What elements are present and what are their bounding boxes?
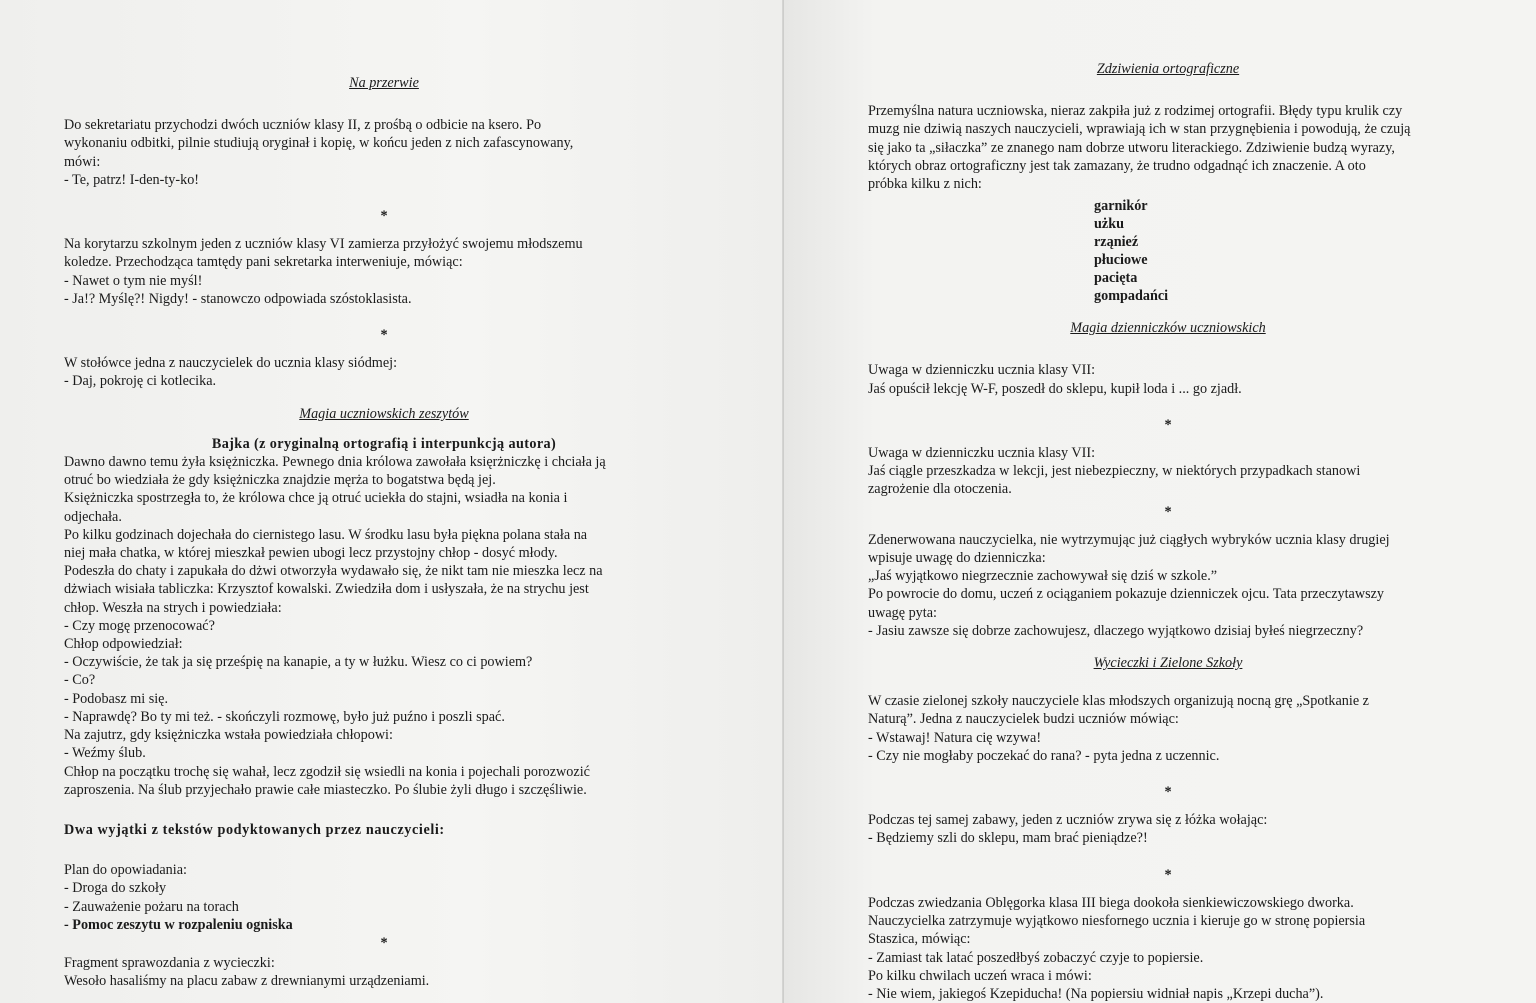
separator-star: * (380, 934, 388, 951)
text-line: Podeszła do chaty i zapukała do dżwi otworzyła wydawało się, że nikt tam nie mieszka lecz na (64, 563, 603, 580)
text-line: Wesoło hasaliśmy na placu zabaw z drewnianymi urządzeniami. (64, 973, 430, 990)
text-line: Fragment sprawozdania z wycieczki: (64, 955, 275, 972)
text-line: uwagę pyta: (868, 604, 937, 621)
text-line: Na korytarzu szkolnym jeden z uczniów klasy VI zamierza przyłożyć swojemu młodszemu (64, 236, 583, 253)
text-line: Staszica, mówiąc: (868, 931, 971, 948)
paragraph (64, 235, 704, 308)
text-line: zagrożenie dla otoczenia. (868, 481, 1012, 498)
text-line: wykonaniu odbitki, pilnie studiują oryginał i kopię, w końcu jeden z nich zafascynowany, (64, 135, 574, 152)
paragraph (868, 811, 1468, 847)
word-item: pacięta (1094, 270, 1138, 287)
text-line: niej mała chatka, w której mieszkał pewien ubogi lecz przystojny chłop - dosyć młody. (64, 545, 558, 562)
separator-star: * (380, 327, 388, 344)
text-line: Do sekretariatu przychodzi dwóch uczniów klasy II, z prośbą o odbicie na ksero. Po (64, 117, 542, 134)
subtitle-bajka: Bajka (z oryginalną ortografią i interpunkcją autora) (211, 435, 557, 452)
text-line: - Czy mogę przenocować? (64, 617, 215, 634)
text-line: - Podobasz mi się. (64, 690, 169, 707)
text-line: koledze. Przechodząca tamtędy pani sekretarka interweniuje, mówiąc: (64, 254, 463, 271)
text-line: W stołówce jedna z nauczycielek do ucznia klasy siódmej: (64, 355, 398, 372)
text-line: muzg nie dziwią naszych nauczycieli, wprawiają ich w stan przygnębienia i powodują, że czują (868, 121, 1411, 138)
right-page (784, 0, 1536, 1003)
paragraph (64, 354, 704, 390)
text-line: Uwaga w dzienniczku ucznia klasy VII: (868, 445, 1096, 462)
word-item: rząnieź (1094, 234, 1139, 251)
text-line: odjechała. (64, 508, 122, 525)
word-item: użku (1094, 216, 1124, 233)
text-line: otruć bo wiedziała że gdy księżniczka znajdzie męrża to bogatstwa będą jej. (64, 472, 496, 489)
text-line: „Jaś wyjątkowo niegrzecznie zachowywał się dziś w szkole.” (868, 568, 1218, 585)
text-line: Jaś opuścił lekcję W-F, poszedł do sklepu, kupił loda i ... go zjadł. (868, 380, 1242, 397)
text-line: Po kilku godzinach dojechała do ciernistego lasu. W środku lasu była piękna polana stała na (64, 526, 588, 543)
text-line: - Nie wiem, jakiegoś Kzepiducha! (Na popiersiu widniał napis „Krzepi ducha”). (868, 985, 1324, 1002)
text-line: - Droga do szkoły (64, 880, 167, 897)
separator-star: * (1164, 866, 1172, 883)
word-item: garnikór (1094, 198, 1148, 215)
text-line: - Co? (64, 672, 96, 689)
text-line: Dawno dawno temu żyła księżniczka. Pewnego dnia królowa zawołała księrżniczkę i chciała ją (64, 454, 606, 471)
text-line: Podczas tej samej zabawy, jeden z uczniów zrywa się z łóżka wołając: (868, 812, 1268, 829)
separator-star: * (1164, 416, 1172, 433)
text-line: - Naprawdę? Bo ty mi też. - skończyli rozmowę, było już puźno i poszli spać. (64, 708, 505, 725)
text-line: Uwaga w dzienniczku ucznia klasy VII: (868, 362, 1096, 379)
text-line: Nauczycielka zatrzymuje wyjątkowo niesfornego ucznia i kieruje go w stronę popiersia (868, 913, 1366, 930)
text-line: W czasie zielonej szkoły nauczyciele klas młodszych organizują nocną grę „Spotkanie z (868, 693, 1369, 710)
text-line: - Oczywiście, że tak ja się prześpię na kanapie, a ty w łużku. Wiesz co ci powiem? (64, 654, 533, 671)
text-line: dżwiach wisiała tabliczka: Krzysztof kowalski. Zwiedziła dom i usłyszała, że na strychu jest (64, 581, 589, 598)
text-line: Naturą”. Jedna z nauczycielek budzi uczniów mówiąc: (868, 711, 1179, 728)
section-title-zdziwienia: Zdziwienia ortograficzne (1096, 61, 1240, 77)
heading-dwa-wyjatki: Dwa wyjątki z tekstów podyktowanych przez nauczycieli: (64, 821, 445, 838)
misspelled-words-list (1094, 197, 1468, 305)
text-line: których obraz ortograficzny jest tak zamazany, że trudno odgadnąć ich znaczenie. A oto (868, 157, 1366, 174)
paragraph (64, 116, 704, 189)
text-line: próbka kilku z nich: (868, 176, 982, 193)
text-line: Księżniczka spostrzegła to, że królowa chce ją otruć uciekła do stajni, wsiadła na konia i (64, 490, 568, 507)
paragraph (868, 894, 1468, 1003)
text-line: Po kilku chwilach uczeń wraca i mówi: (868, 967, 1092, 984)
text-line: - Weźmy ślub. (64, 745, 146, 762)
separator-star: * (1164, 503, 1172, 520)
text-line: wpisuje uwagę do dzienniczka: (868, 550, 1046, 567)
text-line: mówi: (64, 153, 101, 170)
section-title-magia-zeszytow: Magia uczniowskich zeszytów (299, 405, 469, 422)
fairy-tale-text (64, 453, 704, 799)
text-line: - Ja!? Myślę?! Nigdy! - stanowczo odpowiada szóstoklasista. (64, 290, 412, 307)
section-title-magia-dzienniczkow: Magia dzienniczków uczniowskich (1070, 320, 1266, 337)
text-line: - Zamiast tak latać poszedłbyś zobaczyć czyje to popiersie. (868, 949, 1204, 966)
text-line: - Będziemy szli do sklepu, mam brać pieniądze?! (868, 830, 1148, 847)
text-line: Na zajutrz, gdy księżniczka wstała powiedziała chłopowi: (64, 727, 393, 744)
paragraph (64, 861, 704, 934)
paragraph (868, 361, 1468, 397)
paragraph (64, 954, 704, 990)
text-line: - Daj, pokroję ci kotlecika. (64, 373, 217, 390)
text-line: Chłop odpowiedział: (64, 636, 183, 653)
text-line: - Wstawaj! Natura cię wzywa! (868, 729, 1042, 746)
left-column (64, 74, 704, 991)
paragraph (868, 102, 1468, 193)
text-line: - Zauważenie pożaru na torach (64, 898, 239, 915)
word-item: gompadańci (1094, 288, 1169, 305)
text-line: Przemyślna natura uczniowska, nieraz zakpiła już z rodzimej ortografii. Błędy typu krulik czy (868, 103, 1403, 120)
right-column (868, 60, 1468, 1003)
text-line: Jaś ciągle przeszkadza w lekcji, jest niebezpieczny, w niektórych przypadkach stanowi (868, 463, 1361, 480)
paragraph (868, 444, 1468, 499)
paragraph (868, 531, 1468, 640)
section-title-na-przerwie: Na przerwie (349, 75, 419, 91)
text-line: - Czy nie mogłaby poczekać do rana? - pyta jedna z uczennic. (868, 747, 1220, 764)
separator-star: * (380, 208, 388, 225)
text-line: - Nawet o tym nie myśl! (64, 272, 203, 289)
paragraph (868, 692, 1468, 765)
text-line: - Jasiu zawsze się dobrze zachowujesz, dlaczego wyjątkowo dzisiaj byłeś niegrzeczny? (868, 622, 1364, 639)
text-line: Zdenerwowana nauczycielka, nie wytrzymując już ciągłych wybryków ucznia klasy drugiej (868, 531, 1390, 548)
text-line: Po powrocie do domu, uczeń z ociąganiem pokazuje dzienniczek ojcu. Tata przeczytawszy (868, 586, 1384, 603)
text-line: się jako ta „siłaczka” ze znanego nam dobrze utworu literackiego. Zdziwienie budzą wyrazy, (868, 139, 1395, 156)
text-line: - Te, patrz! I-den-ty-ko! (64, 171, 200, 188)
text-line: chłop. Weszła na strych i powiedziała: (64, 599, 282, 616)
word-item: płuciowe (1094, 252, 1148, 269)
separator-star: * (1164, 784, 1172, 801)
text-line: Plan do opowiadania: (64, 862, 187, 879)
text-line: Podczas zwiedzania Oblęgorka klasa III biega dookoła sienkiewiczowskiego dworka. (868, 894, 1354, 911)
text-line-bold: - Pomoc zeszytu w rozpaleniu ogniska (64, 916, 293, 933)
text-line: Chłop na początku trochę się wahał, lecz zgodził się wsiedli na konia i pojechali porozwozić (64, 763, 590, 780)
text-line: zaproszenia. Na ślub przyjechało prawie całe miasteczko. Po ślubie żyli długo i szczęśliwie. (64, 781, 587, 798)
section-title-wycieczki: Wycieczki i Zielone Szkoły (1093, 655, 1243, 672)
